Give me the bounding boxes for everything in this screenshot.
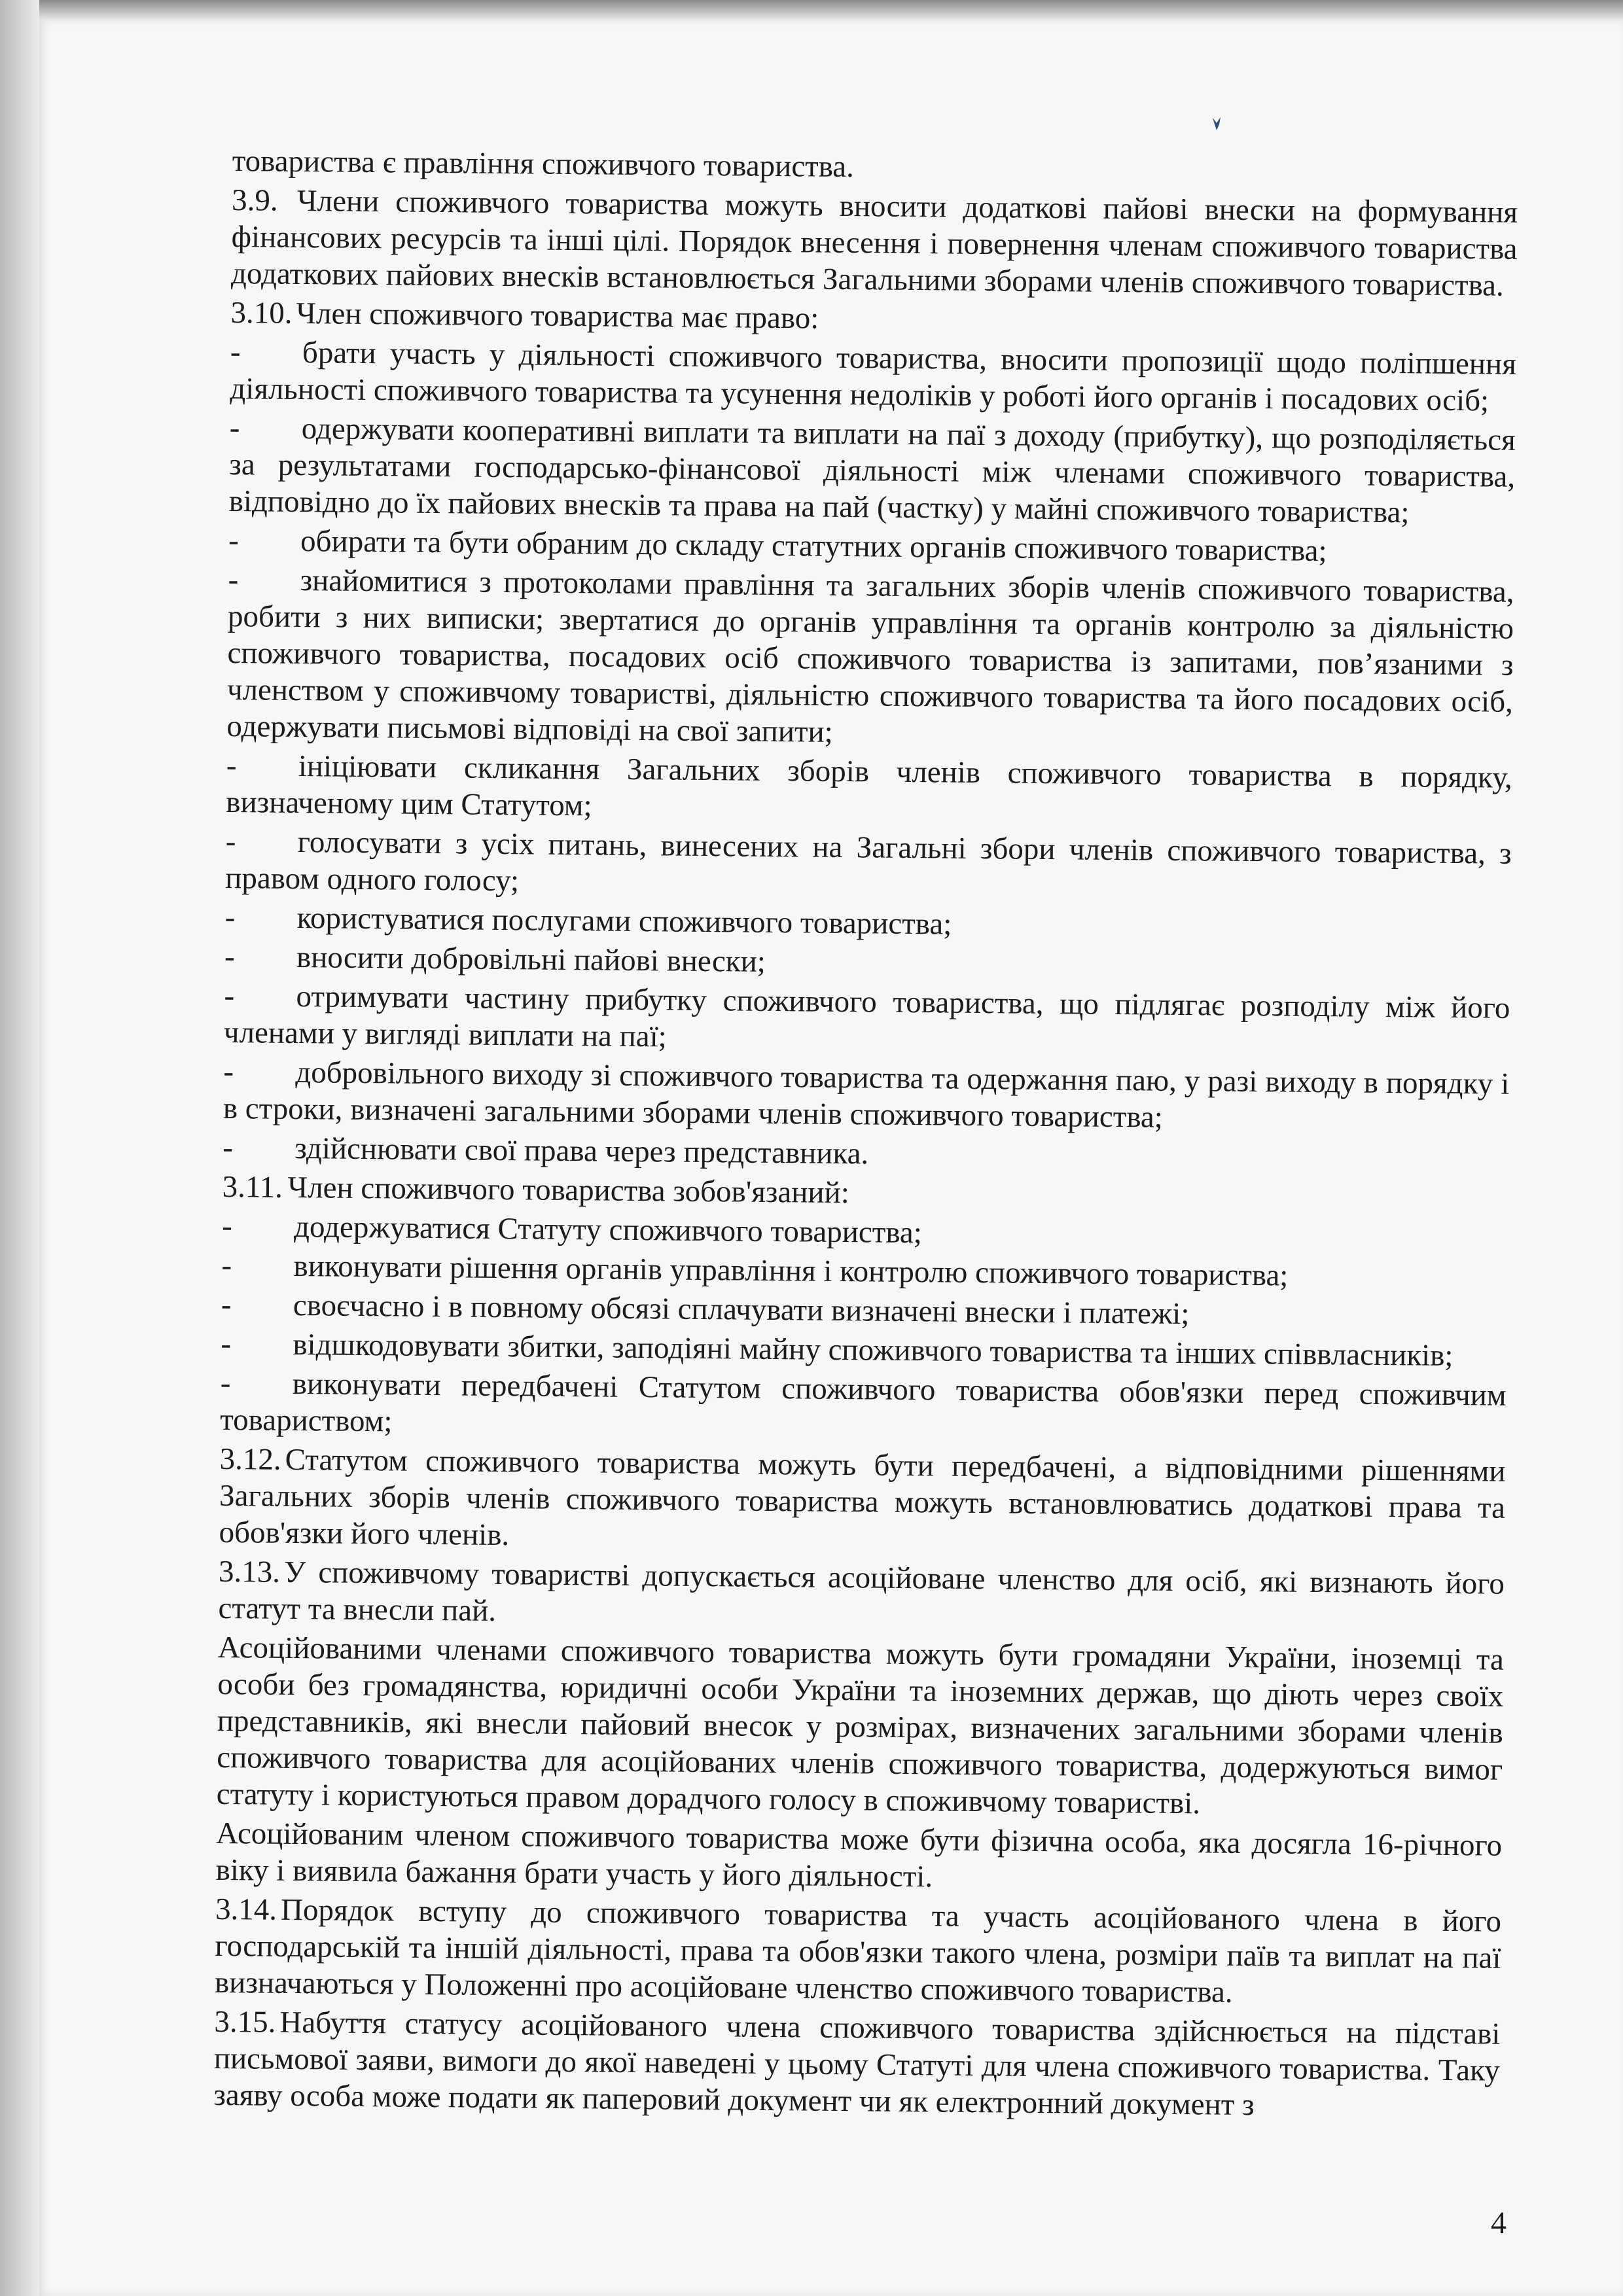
- bullet-dash: -: [221, 1248, 232, 1283]
- clause-number: 3.12.: [219, 1441, 281, 1477]
- paragraph-text: відшкодовувати збитки, заподіяні майну споживчого товариства та інших співвласників;: [293, 1327, 1454, 1373]
- list-item: [225, 823, 1512, 909]
- paragraph-text: Порядок вступу до споживчого товариства та участь асоційованого члена в його господарській та іншій діяльності, права та обов'язки такого члена, розміри паїв та виплат на паї визначаються у Положенні про асоційоване членство споживчого товариства.: [214, 1892, 1502, 2009]
- clause-number: 3.10.: [230, 295, 293, 330]
- paragraph-text: Асоційованим членом споживчого товариства може бути фізична особа, яка досягла 16-річного віку і виявила бажання брати участь у його діяльності.: [215, 1816, 1503, 1894]
- paragraph-text: добровільного виходу зі споживчого товариства та одержання паю, у разі виходу в порядку і в строки, визначені загальними зборами членів споживчого товариства;: [223, 1055, 1510, 1135]
- paragraph-text: голосувати з усіх питань, винесених на Загальні збори членів споживчого товариства, з правом одного голосу;: [224, 825, 1512, 898]
- list-item: [223, 1053, 1510, 1139]
- paragraph-text: Член споживчого товариства зобов'язаний:: [287, 1170, 850, 1210]
- numbered-clause: [231, 182, 1518, 304]
- paragraph-text: здійснювати свої права через представника.: [294, 1131, 869, 1171]
- paragraph-text: додержуватися Статуту споживчого товариства;: [293, 1209, 923, 1250]
- paragraph-text: отримувати частину прибутку споживчого товариства, що підлягає розподілу між його членами у вигляді виплати на паї;: [223, 979, 1510, 1054]
- bullet-dash: -: [228, 523, 240, 558]
- bullet-dash: -: [226, 748, 237, 783]
- list-item: [224, 978, 1510, 1063]
- page-number: 4: [1491, 2206, 1507, 2240]
- paragraph-text: товариства є правління споживчого товариства.: [232, 143, 855, 185]
- list-item: [226, 747, 1512, 833]
- numbered-clause: [219, 1441, 1506, 1563]
- paragraph-text: Асоційованими членами споживчого товариства можуть бути громадяни України, іноземці та особи без громадянства, юридичні особи України та іноземних держав, що діють через своїх представників, які внесли пайовий внесок у розмірах, визначених загальними зборами членів споживчого товариства для асоційованих членів споживчого товариства, додержуються вимог статуту і користуються правом дорадчого голосу в споживчому товаристві.: [216, 1630, 1505, 1821]
- scan-top-edge: [0, 0, 1623, 20]
- paragraph-text: знайомитися з протоколами правління та загальних зборів членів споживчого товариства, робити з них виписки; звертатися до органів управління та органів контролю за діяльністю споживчого товариства, посадових осіб споживчого товариства із запитами, пов’язаними з членством у споживчому товаристві, діяльністю споживчого товариства та його посадових осіб, одержувати письмові відповіді на свої запити;: [226, 563, 1514, 749]
- numbered-clause: [218, 1553, 1505, 1639]
- paragraph: [217, 1629, 1505, 1825]
- bullet-dash: -: [229, 410, 240, 446]
- paragraph-text: обирати та бути обраним до складу статутних органів споживчого товариства;: [300, 524, 1327, 569]
- paragraph-text: виконувати рішення органів управління і контролю споживчого товариства;: [293, 1248, 1289, 1293]
- bullet-dash: -: [221, 1287, 232, 1322]
- list-item: [226, 561, 1514, 757]
- bullet-dash: -: [223, 1130, 234, 1165]
- document-body: [213, 143, 1518, 2128]
- paragraph-text: Члени споживчого товариства можуть вносити додаткові пайові внески на формування фінансових ресурсів та інші цілі. Порядок внесення і повернення членам споживчого товариства додаткових пайових внесків встановлюється Загальними зборами членів споживчого товариства.: [230, 183, 1518, 303]
- paragraph: [215, 1815, 1502, 1901]
- clause-number: 3.11.: [222, 1169, 283, 1205]
- bullet-dash: -: [221, 1326, 232, 1362]
- list-item: [228, 410, 1516, 532]
- paragraph-text: Член споживчого товариства має право:: [296, 296, 819, 336]
- clause-number: 3.13.: [218, 1554, 281, 1589]
- paragraph-text: ініціювати скликання Загальних зборів членів споживчого товариства в порядку, визначеному цим Статутом;: [226, 749, 1513, 823]
- paragraph-text: одержувати кооперативні виплати та виплати на паї з доходу (прибутку), що розподіляється за результатами господарсько-фінансової діяльності між членами споживчого товариства, відповідно до їх пайових внесків та права на пай (частку) у майні споживчого товариства;: [228, 412, 1516, 530]
- bullet-dash: -: [221, 1209, 233, 1244]
- bullet-dash: -: [224, 900, 236, 935]
- paragraph-text: У споживчому товаристві допускається асоційоване членство для осіб, які визнають його статут та внесли пай.: [218, 1555, 1505, 1628]
- paragraph-text: вносити добровільні пайові внески;: [296, 940, 766, 979]
- list-item: [230, 334, 1516, 419]
- bullet-dash: -: [224, 978, 235, 1014]
- paragraph-text: Набуття статусу асоційованого члена споживчого товариства здійснюється на підставі письмової заяви, вимоги до якої наведені у цьому Статуті для члена споживчого товариства. Таку заяву особа може подати як паперовий документ чи як електронний документ з: [213, 2005, 1501, 2123]
- numbered-clause: [213, 2004, 1501, 2126]
- paragraph-text: своєчасно і в повному обсязі сплачувати визначені внески і платежі;: [293, 1288, 1190, 1332]
- paragraph-text: Статутом споживчого товариства можуть бути передбачені, а відповідними рішеннями Загальних зборів членів споживчого товариства можуть встановлюватись додаткові права та обов'язки його членів.: [219, 1442, 1506, 1553]
- paragraph-text: користуватися послугами споживчого товариства;: [296, 901, 952, 942]
- bullet-dash: -: [220, 1366, 231, 1401]
- bullet-dash: -: [225, 824, 236, 859]
- clause-number: 3.14.: [215, 1892, 277, 1927]
- paragraph-text: брати участь у діяльності споживчого товариства, вносити пропозиції щодо поліпшення діяльності споживчого товариства та усунення недоліків у роботі його органів і посадових осіб;: [230, 336, 1517, 418]
- list-item: [220, 1365, 1507, 1451]
- bullet-dash: -: [230, 334, 241, 370]
- bullet-dash: -: [228, 562, 239, 597]
- scan-left-edge: [0, 0, 39, 2296]
- bullet-dash: -: [223, 1054, 234, 1089]
- paragraph-text: виконувати передбачені Статутом споживчого товариства обов'язки перед споживчим товариством;: [220, 1366, 1507, 1439]
- clause-number: 3.15.: [214, 2004, 276, 2040]
- bullet-dash: -: [224, 939, 235, 974]
- ink-blot-mark: [1211, 116, 1222, 131]
- numbered-clause: [215, 1891, 1502, 2013]
- clause-number: 3.9.: [231, 183, 278, 218]
